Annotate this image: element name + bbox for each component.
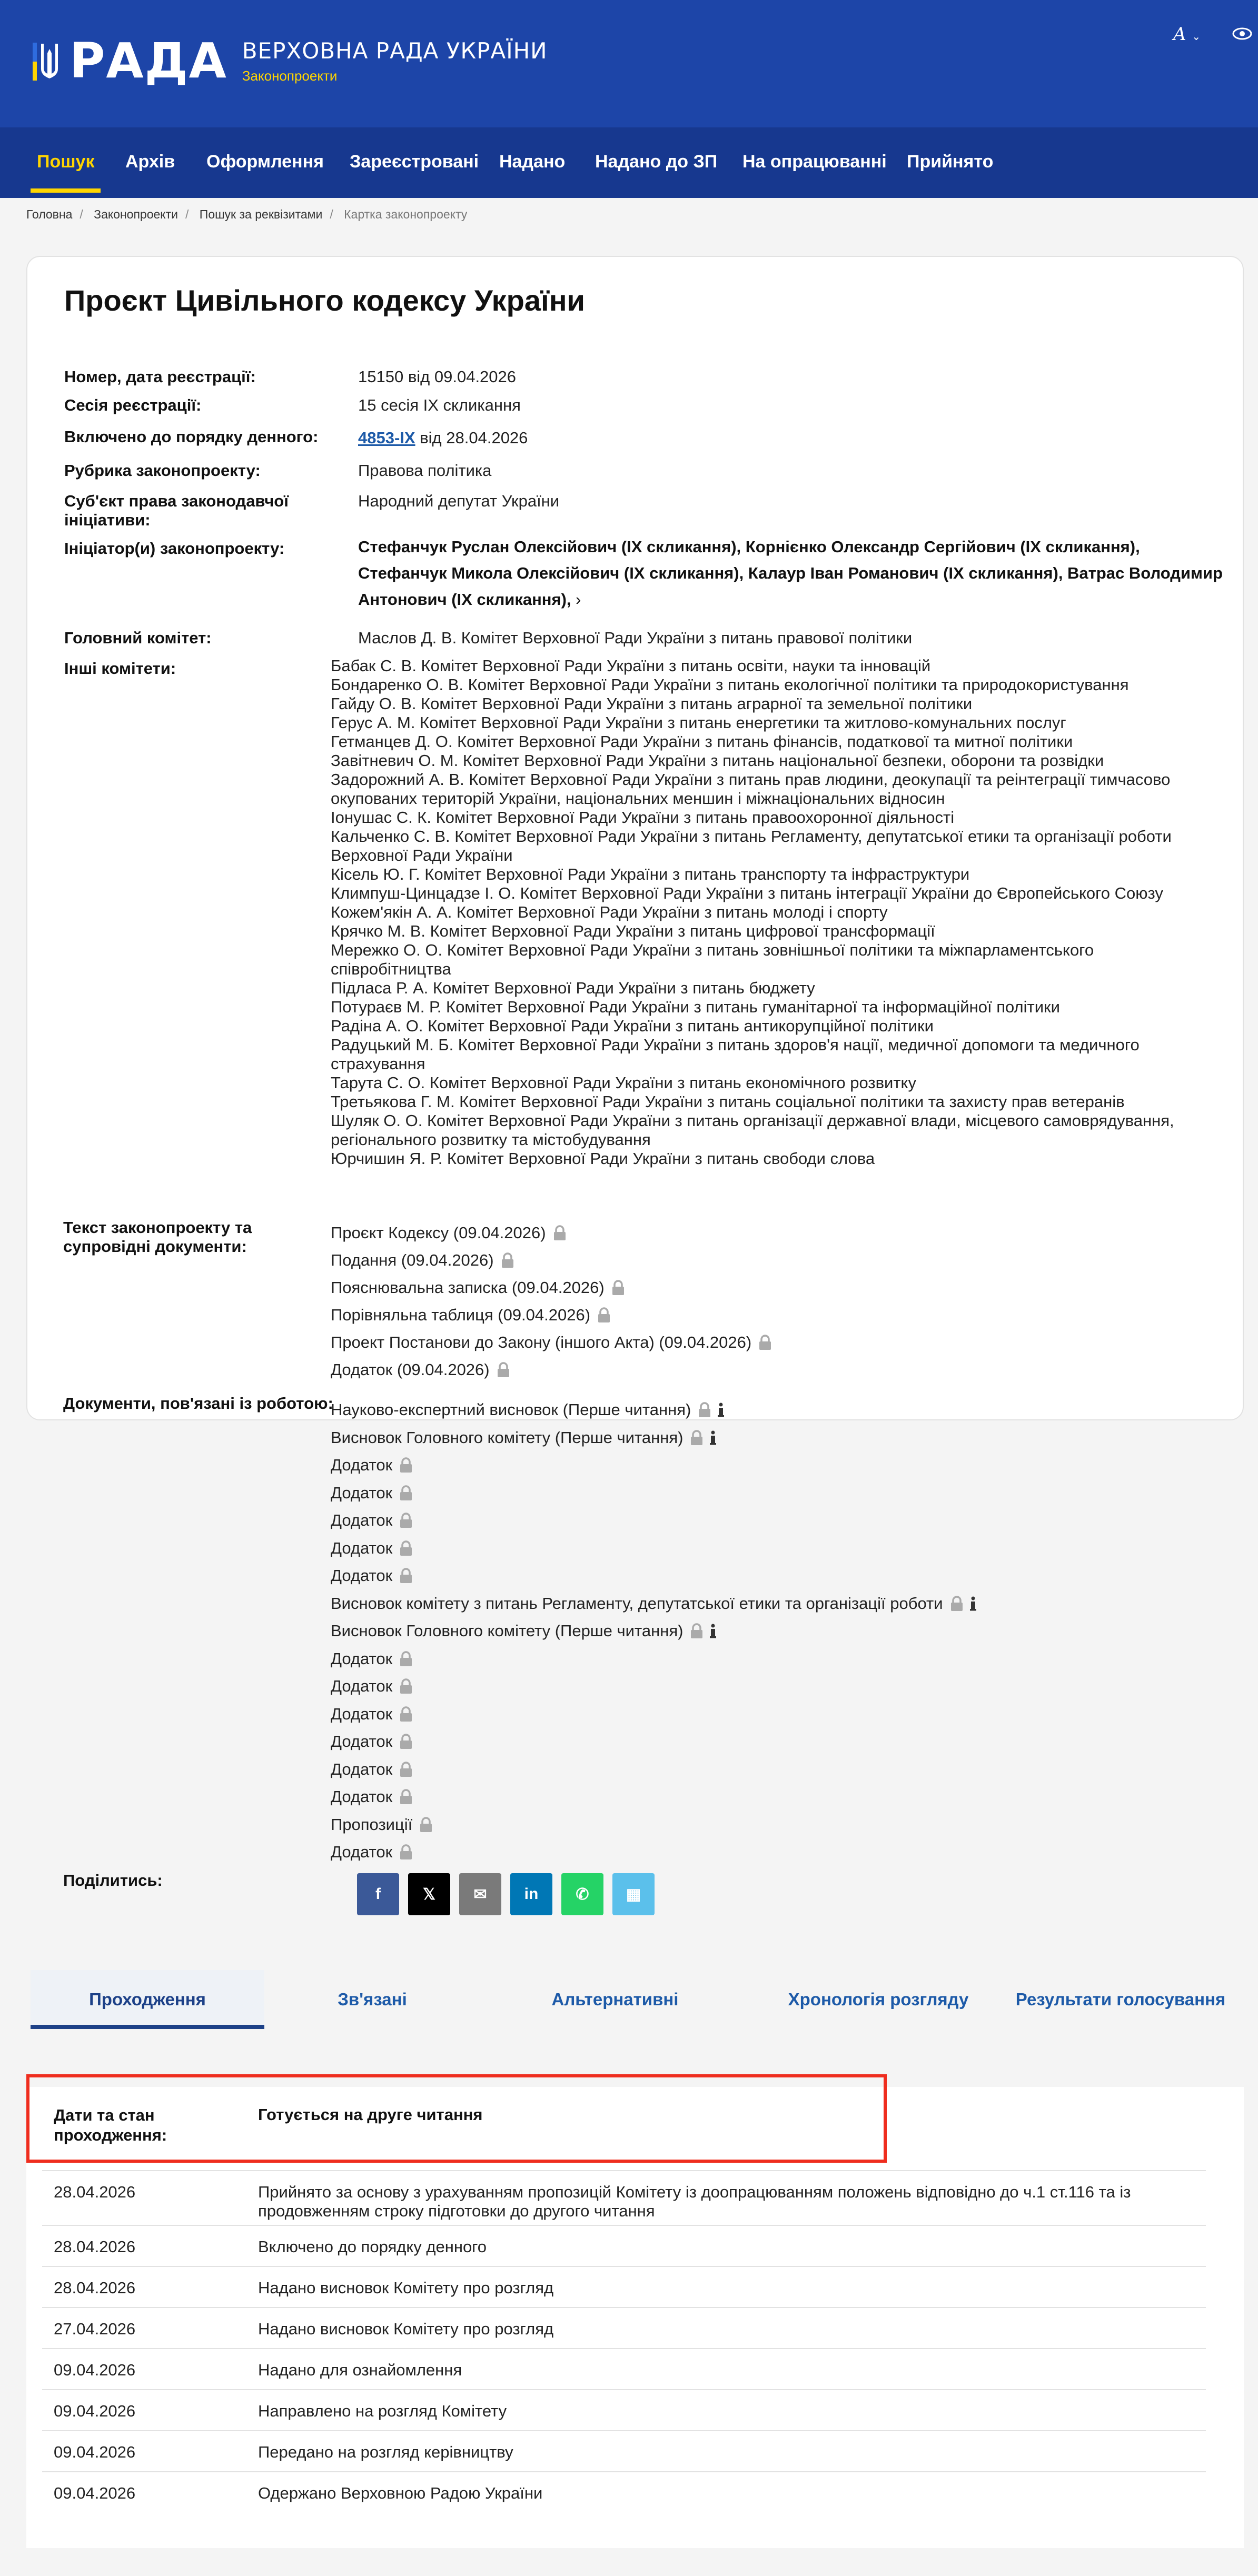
share-glyph: in: [524, 1885, 539, 1903]
nav-item-search[interactable]: Пошук: [37, 127, 94, 198]
tab-chronology[interactable]: Хронологія розгляду: [788, 1990, 969, 2009]
lock-icon: [400, 1540, 412, 1556]
info-icon[interactable]: [969, 1596, 977, 1612]
nav-item-submitted-zp[interactable]: Надано до ЗП: [595, 152, 718, 172]
doc-label: Додаток: [331, 1483, 393, 1502]
share-glyph: ▦: [626, 1885, 641, 1903]
site-subtitle: Законопроекти: [242, 68, 338, 84]
x-icon[interactable]: [408, 1873, 450, 1915]
nav-item-submitted[interactable]: Надано: [499, 152, 566, 172]
font-size-dropdown[interactable]: [1173, 24, 1201, 45]
history-date: 09.04.2026: [54, 2484, 136, 2502]
committee-item: Потураєв М. Р. Комітет Верховної Ради України з питань гуманітарної та інформаційної політики: [331, 998, 1060, 1016]
committee-item: Гайду О. В. Комітет Верховної Ради України з питань аграрної та земельної політики: [331, 694, 973, 713]
breadcrumb-home[interactable]: Головна: [26, 207, 73, 221]
tab-passage[interactable]: Проходження: [31, 1970, 264, 2029]
doc-label: Пропозиції: [331, 1815, 413, 1834]
info-icon[interactable]: [709, 1623, 717, 1639]
doc-label: Додаток: [331, 1456, 393, 1474]
work-docs-label: Документи, пов'язані із роботою:: [63, 1394, 333, 1413]
nav-item-archive[interactable]: Архів: [125, 152, 175, 172]
bill-tabs: [31, 1970, 1242, 2029]
lock-icon: [598, 1307, 610, 1323]
doc-label: Додаток: [331, 1732, 393, 1751]
info-icon[interactable]: [717, 1402, 725, 1418]
agenda-link[interactable]: 4853-IX: [358, 429, 415, 447]
doc-label: Додаток: [331, 1649, 393, 1668]
doc-label: Проєкт Кодексу (09.04.2026): [331, 1224, 546, 1242]
session-label: Сесія реєстрації:: [64, 396, 202, 414]
work-doc-link[interactable]: [331, 1759, 412, 1780]
doc-label: Висновок Головного комітету (Перше читання): [331, 1428, 684, 1447]
lock-icon: [400, 1513, 412, 1528]
history-text: Прийнято за основу з урахуванням пропозицій Комітету із доопрацюванням положень відповідно до ч.1 ст.116 та із продовженням строку підготовки до другого читання: [258, 2183, 1131, 2220]
subject-value: Народний депутат України: [358, 492, 560, 510]
work-doc-link[interactable]: [331, 1510, 412, 1531]
whatsapp-icon[interactable]: [561, 1873, 603, 1915]
text-doc-link[interactable]: [331, 1305, 610, 1326]
lock-icon: [698, 1402, 711, 1418]
committee-item: Юрчишин Я. Р. Комітет Верховної Ради України з питань свободи слова: [331, 1149, 875, 1168]
committee-item: Кісель Ю. Г. Комітет Верховної Ради України з питань транспорту та інфраструктури: [331, 865, 970, 883]
history-date: 09.04.2026: [54, 2361, 136, 2379]
history-text: Надано висновок Комітету про розгляд: [258, 2279, 554, 2297]
lock-icon: [497, 1362, 510, 1378]
agenda-date: від 28.04.2026: [420, 429, 528, 447]
agenda-label: Включено до порядку денного:: [64, 427, 319, 446]
lock-icon: [400, 1457, 412, 1473]
breadcrumb-bills[interactable]: Законопроекти: [94, 207, 178, 221]
history-row: [42, 2430, 1206, 2472]
doc-label: Висновок Головного комітету (Перше читання): [331, 1622, 684, 1640]
doc-label: Додаток (09.04.2026): [331, 1360, 490, 1379]
work-doc-link[interactable]: [331, 1455, 412, 1476]
email-icon[interactable]: [459, 1873, 501, 1915]
doc-label: Додаток: [331, 1677, 393, 1695]
work-doc-link[interactable]: [331, 1676, 412, 1697]
facebook-icon[interactable]: [357, 1873, 399, 1915]
doc-label: Висновок комітету з питань Регламенту, депутатської етики та організації роботи: [331, 1594, 943, 1613]
breadcrumb-separator: /: [80, 207, 83, 221]
breadcrumb-search[interactable]: Пошук за реквізитами: [199, 207, 323, 221]
work-doc-link[interactable]: [331, 1842, 412, 1863]
committee-item: Підласа Р. А. Комітет Верховної Ради України з питань бюджету: [331, 979, 815, 997]
reg-value: 15150 від 09.04.2026: [358, 367, 517, 386]
committee-item: Завітневич О. М. Комітет Верховної Ради України з питань національної безпеки, оборони та розвідки: [331, 751, 1104, 770]
share-glyph: f: [375, 1885, 381, 1903]
committee-item: Шуляк О. О. Комітет Верховної Ради України з питань організації державної влади, місцевого самоврядування, регіонального розвитку та містобудування: [331, 1111, 1174, 1149]
main-nav: [0, 127, 1258, 198]
doc-label: Порівняльна таблиця (09.04.2026): [331, 1306, 591, 1324]
doc-label: Додаток: [331, 1511, 393, 1529]
committee-item: Задорожний А. В. Комітет Верховної Ради України з питань прав людини, деокупації та реінтеграції тимчасово окупованих територій України, національних меншин і міжнаціональних відносин: [331, 770, 1171, 808]
logo-text: РАДА: [70, 33, 227, 89]
doc-label: Подання (09.04.2026): [331, 1251, 494, 1269]
subject-label: Суб'єкт права законодавчої ініціативи:: [64, 492, 289, 529]
committee-item: Мережко О. О. Комітет Верховної Ради України з питань зовнішньої політики та міжпарламентського співробітництва: [331, 941, 1094, 978]
other-committees-list: [331, 657, 1205, 1168]
doc-label: Додаток: [331, 1759, 393, 1778]
nav-item-processing[interactable]: На опрацюванні: [742, 152, 887, 172]
history-row: [42, 2471, 1206, 2513]
work-doc-link[interactable]: [331, 1814, 432, 1835]
site-header: [0, 0, 1258, 127]
breadcrumb-current: Картка законопроекту: [344, 207, 468, 221]
lock-icon: [690, 1430, 703, 1446]
committee-item: Тарута С. О. Комітет Верховної Ради України з питань економічного розвитку: [331, 1073, 916, 1092]
committee-item: Бондаренко О. В. Комітет Верховної Ради України з питань екологічної політики та природокористування: [331, 675, 1129, 694]
history-text: Направлено на розгляд Комітету: [258, 2402, 507, 2420]
doc-label: Пояснювальна записка (09.04.2026): [331, 1278, 605, 1297]
nav-item-registration-prep[interactable]: Оформлення: [206, 152, 324, 172]
work-doc-link[interactable]: [331, 1593, 977, 1614]
committee-item: Кальченко С. В. Комітет Верховної Ради України з питань Регламенту, депутатської етики та організації роботи Верховної Ради України: [331, 827, 1172, 864]
doc-label: Додаток: [331, 1566, 393, 1585]
tab-related[interactable]: Зв'язані: [338, 1990, 407, 2009]
work-doc-link[interactable]: [331, 1538, 412, 1559]
nav-item-registered[interactable]: Зареєстровані: [350, 152, 479, 172]
breadcrumb: [26, 207, 474, 222]
linkedin-icon[interactable]: [510, 1873, 552, 1915]
lock-icon: [553, 1225, 566, 1241]
history-date: 28.04.2026: [54, 2237, 136, 2256]
history-row: [42, 2266, 1206, 2308]
history-date: 09.04.2026: [54, 2443, 136, 2461]
doc-label: Додаток: [331, 1704, 393, 1723]
text-doc-link[interactable]: [331, 1332, 771, 1353]
committee-item: Радуцький М. Б. Комітет Верховної Ради України з питань здоров'я нації, медичної допомоги та медичного страхування: [331, 1036, 1140, 1073]
history-date: 28.04.2026: [54, 2279, 136, 2297]
lock-icon: [400, 1789, 412, 1805]
text-doc-link[interactable]: [331, 1250, 514, 1271]
initiators-list: Стефанчук Руслан Олексійович (IX скликання), Корнієнко Олександр Сергійович (IX скликання), Стефанчук Микола Олексійович (IX скликання), Калаур Іван Романович (IX скликання), Ватрас Володимир Антонович (IX скликання),: [358, 538, 1223, 609]
text-doc-link[interactable]: [331, 1359, 510, 1380]
doc-label: Науково-експертний висновок (Перше читання): [331, 1400, 691, 1419]
share-label: Поділитись:: [63, 1871, 163, 1889]
agenda-value: [358, 429, 528, 447]
lock-icon: [420, 1817, 432, 1833]
committee-item: Іонушас С. К. Комітет Верховної Ради України з питань правоохоронної діяльності: [331, 808, 955, 827]
trident-icon: [33, 38, 64, 84]
qr-code-icon[interactable]: [612, 1873, 655, 1915]
accessibility-eye-icon[interactable]: [1232, 26, 1252, 41]
work-doc-link[interactable]: [331, 1731, 412, 1752]
initiators-label: Ініціатор(и) законопроекту:: [64, 539, 285, 558]
main-committee-value: Маслов Д. В. Комітет Верховної Ради України з питань правової політики: [358, 629, 913, 647]
share-glyph: ✉: [473, 1885, 487, 1903]
tab-voting-results[interactable]: Результати голосування: [1015, 1990, 1226, 2009]
committee-item: Гетманцев Д. О. Комітет Верховної Ради України з питань фінансів, податкової та митної політики: [331, 732, 1073, 751]
work-doc-link[interactable]: [331, 1483, 412, 1504]
doc-label: Додаток: [331, 1843, 393, 1861]
lock-icon: [501, 1252, 514, 1268]
committee-item: Третьякова Г. М. Комітет Верховної Ради України з питань соціальної політики та захисту прав ветеранів: [331, 1092, 1125, 1111]
breadcrumb-separator: /: [330, 207, 333, 221]
work-doc-link[interactable]: [331, 1704, 412, 1725]
committee-item: Радіна А. О. Комітет Верховної Ради України з питань антикорупційної політики: [331, 1017, 934, 1035]
info-icon[interactable]: [709, 1430, 717, 1446]
history-row: [42, 2389, 1206, 2431]
work-doc-link[interactable]: [331, 1786, 412, 1807]
history-date: 27.04.2026: [54, 2320, 136, 2338]
history-text: Надано висновок Комітету про розгляд: [258, 2320, 554, 2338]
text-docs-label: Текст законопроекту та супровідні документи:: [63, 1218, 252, 1256]
committee-item: Герус А. М. Комітет Верховної Ради України з питань енергетики та житлово-комунальних послуг: [331, 713, 1066, 732]
history-date: 28.04.2026: [54, 2183, 136, 2201]
doc-label: Додаток: [331, 1538, 393, 1557]
lock-icon: [612, 1280, 625, 1296]
share-glyph: ✆: [576, 1885, 589, 1903]
text-doc-link[interactable]: [331, 1222, 566, 1244]
text-doc-link[interactable]: [331, 1277, 625, 1298]
work-doc-link[interactable]: [331, 1565, 412, 1586]
lock-icon: [400, 1651, 412, 1667]
tab-alternative[interactable]: Альтернативні: [551, 1990, 679, 2009]
lock-icon: [759, 1335, 771, 1350]
history-text: Одержано Верховною Радою України: [258, 2484, 543, 2502]
work-doc-link[interactable]: [331, 1399, 725, 1420]
history-row: [42, 2225, 1206, 2267]
share-glyph: 𝕏: [422, 1885, 436, 1903]
site-logo[interactable]: [33, 33, 548, 89]
lock-icon: [400, 1734, 412, 1749]
doc-label: Проект Постанови до Закону (іншого Акта) (09.04.2026): [331, 1333, 752, 1351]
work-doc-link[interactable]: [331, 1648, 412, 1669]
lock-icon: [400, 1485, 412, 1501]
history-row: [42, 2348, 1206, 2390]
committee-item: Бабак С. В. Комітет Верховної Ради України з питань освіти, науки та інновацій: [331, 657, 931, 675]
passage-history: [26, 2087, 1244, 2548]
history-row: [42, 2307, 1206, 2349]
chevron-right-icon[interactable]: ›: [576, 590, 581, 609]
doc-label: Додаток: [331, 1787, 393, 1806]
font-size-label: A: [1173, 24, 1186, 45]
initiators-value: [358, 534, 1227, 613]
rubric-label: Рубрика законопроекту:: [64, 461, 261, 480]
reg-label: Номер, дата реєстрації:: [64, 367, 256, 386]
committee-item: Кожем'якін А. А. Комітет Верховної Ради України з питань молоді і спорту: [331, 903, 888, 921]
lock-icon: [400, 1762, 412, 1777]
page-title: Проєкт Цивільного кодексу України: [64, 284, 585, 317]
history-text: Передано на розгляд керівництву: [258, 2443, 513, 2461]
chevron-down-icon: ⌄: [1192, 30, 1201, 43]
history-date: 09.04.2026: [54, 2402, 136, 2420]
history-text: Включено до порядку денного: [258, 2237, 487, 2256]
committee-item: Климпуш-Цинцадзе І. О. Комітет Верховної Ради України з питань інтеграції України до Європейського Союзу: [331, 884, 1163, 902]
lock-icon: [400, 1844, 412, 1860]
history-text: Надано для ознайомлення: [258, 2361, 462, 2379]
lock-icon: [950, 1596, 963, 1612]
lock-icon: [400, 1706, 412, 1722]
lock-icon: [690, 1623, 703, 1639]
committee-item: Крячко М. В. Комітет Верховної Ради України з питань цифрової трансформації: [331, 922, 935, 940]
session-value: 15 сесія IX скликання: [358, 396, 521, 414]
nav-item-adopted[interactable]: Прийнято: [907, 152, 994, 172]
history-status: Готується на друге читання: [258, 2105, 483, 2124]
work-doc-link[interactable]: [331, 1427, 717, 1448]
lock-icon: [400, 1678, 412, 1694]
other-committees-label: Інші комітети:: [64, 659, 176, 678]
main-committee-label: Головний комітет:: [64, 629, 212, 647]
history-head-label: Дати та стан проходження:: [54, 2106, 167, 2144]
work-doc-link[interactable]: [331, 1620, 717, 1642]
breadcrumb-separator: /: [185, 207, 189, 221]
site-title: ВЕРХОВНА РАДА УКРАЇНИ: [242, 38, 548, 64]
history-row: [42, 2170, 1206, 2226]
rubric-value: Правова політика: [358, 461, 492, 480]
lock-icon: [400, 1568, 412, 1584]
